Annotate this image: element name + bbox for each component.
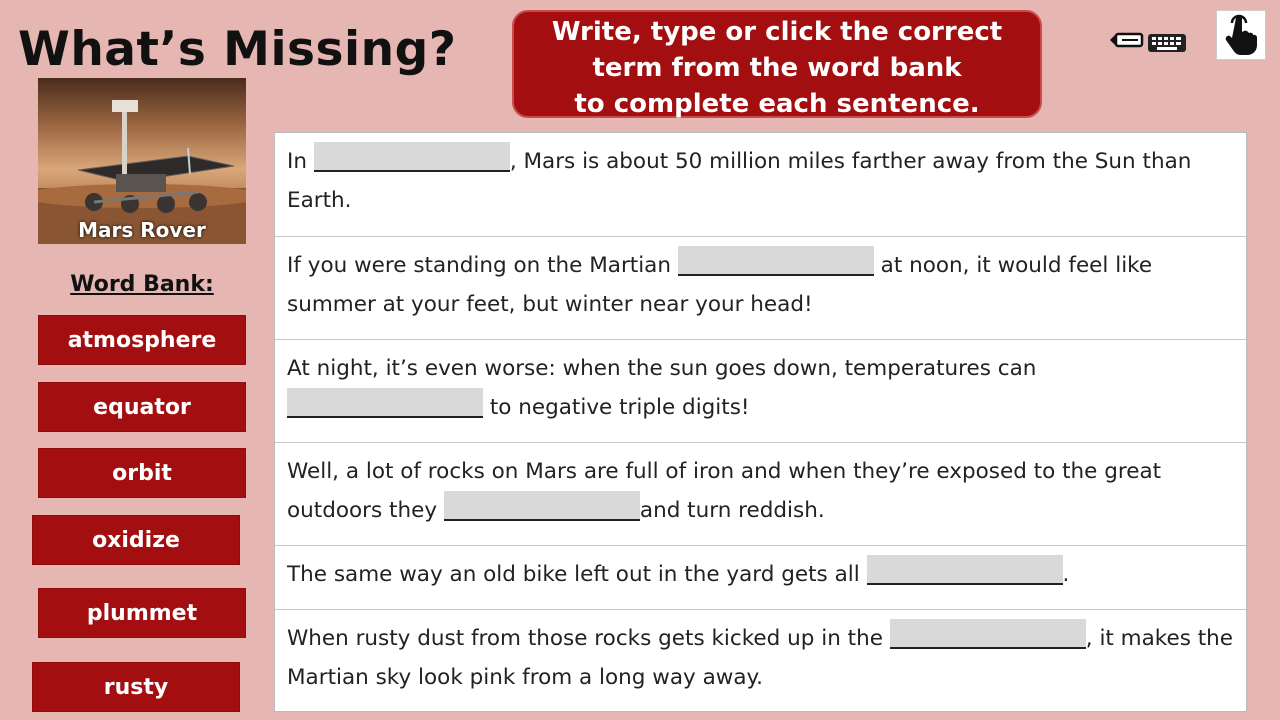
word-chip[interactable]: rusty: [32, 662, 240, 712]
sentence-text: to negative triple digits!: [483, 395, 750, 420]
sentence-row: [275, 546, 1246, 610]
sentence-text: at noon, it would feel like summer at your feet, but winter near your head!: [287, 253, 1153, 317]
image-caption: Mars Rover: [78, 218, 206, 242]
sentence-text: The same way an old bike left out in the yard gets all: [287, 562, 867, 587]
answer-blank[interactable]: [890, 619, 1086, 649]
sentence-row: [275, 237, 1246, 340]
answer-blank[interactable]: [287, 388, 483, 418]
sentence-text: If you were standing on the Martian: [287, 253, 678, 278]
sentence-text: At night, it’s even worse: when the sun goes down, temperatures can: [287, 356, 1037, 381]
word-chip[interactable]: plummet: [38, 588, 246, 638]
sentence-text: Well, a lot of rocks on Mars are full of iron and when they’re exposed to the great outdoors they: [287, 459, 1162, 523]
instruction-line: to complete each sentence.: [574, 89, 980, 119]
word-chip[interactable]: orbit: [38, 448, 246, 498]
page-title: What’s Missing?: [18, 22, 457, 77]
instruction-line: Write, type or click the correct: [551, 17, 1003, 47]
sentence-row: [275, 443, 1246, 546]
pencil-keyboard-icon: [1108, 24, 1190, 60]
pointer-hand-icon: [1222, 14, 1260, 56]
sentence-text: In: [287, 149, 314, 174]
word-chip[interactable]: oxidize: [32, 515, 240, 565]
answer-blank[interactable]: [444, 491, 640, 521]
answer-blank[interactable]: [867, 555, 1063, 585]
instruction-line: term from the word bank: [592, 53, 962, 83]
word-bank-title: Word Bank:: [70, 272, 214, 297]
sentence-text: .: [1062, 562, 1070, 587]
mars-rover-image: [38, 78, 246, 244]
answer-blank[interactable]: [314, 142, 510, 172]
answer-blank[interactable]: [678, 246, 874, 276]
sentence-text: and turn reddish.: [639, 498, 825, 523]
sentence-row: [275, 610, 1246, 711]
instructions-box: [512, 10, 1042, 118]
sentence-text: When rusty dust from those rocks gets kicked up in the: [287, 626, 890, 651]
sentence-row: [275, 133, 1246, 237]
word-chip[interactable]: equator: [38, 382, 246, 432]
sentence-table: [274, 132, 1247, 712]
sentence-text: , Mars is about 50 million miles farther away from the Sun than Earth.: [287, 149, 1192, 213]
pointer-button[interactable]: [1216, 10, 1266, 60]
word-chip[interactable]: atmosphere: [38, 315, 246, 365]
sentence-row: [275, 340, 1246, 443]
sentence-text: , it makes the Martian sky look pink from a long way away.: [287, 626, 1234, 690]
